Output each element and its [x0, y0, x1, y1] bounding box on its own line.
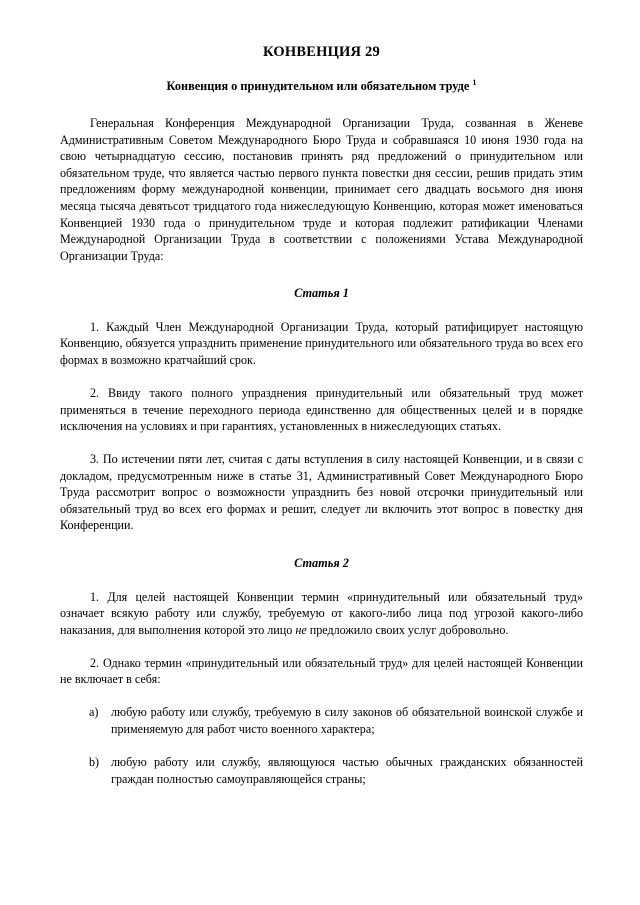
article-1-paragraph-3: 3. По истечении пяти лет, считая с даты вступления в силу настоящей Конвенции, и в связи с докладом, предусмотренным ниже в статье 31, Административный Совет Международного Бюро Труда рассмотрит вопрос о возможности упразднить без новой отсрочки принудительный или обязательный труд во всех его формах и решит, следует ли включить этот вопрос в повестку дня Конференции.	[60, 452, 583, 533]
footnote-reference-marker: 1	[472, 78, 477, 88]
article-1-paragraph-2: 2. Ввиду такого полного упразднения принудительный или обязательный труд может применяться в течение переходного периода единственно для общественных целей и в порядке исключения на условиях и при гарантиях, установленных в нижеследующих статьях.	[60, 386, 583, 434]
article-2-paragraph-2: 2. Однако термин «принудительный или обязательный труд» для целей настоящей Конвенции не включает в себя:	[60, 655, 583, 687]
article-1-paragraph-1: 1. Каждый Член Международной Организации Труда, который ратифицирует настоящую Конвенцию, обязуется упразднить применение принудительного или обязательного труда во всех его формах в возможно кратчайший срок.	[60, 319, 583, 367]
list-item-text-a: любую работу или службу, требуемую в силу законов об обязательной воинской службе и применяемую для работ чисто военного характера;	[111, 705, 583, 736]
list-item	[60, 704, 583, 737]
article-2-paragraph-1-part-b: предложило своих услуг добровольно.	[306, 622, 509, 637]
list-item-marker-b: b)	[89, 755, 100, 769]
document-subtitle	[60, 78, 583, 94]
document-subtitle-text: Конвенция о принудительном или обязательном труде	[166, 79, 470, 94]
article-2-exclusions-list	[60, 704, 583, 787]
article-2-paragraph-1	[60, 589, 583, 639]
list-item-text-b: любую работу или службу, являющуюся частью обычных гражданских обязанностей граждан полностью самоуправляющейся страны;	[111, 755, 583, 786]
preamble-paragraph: Генеральная Конференция Международной Организации Труда, созванная в Женеве Административным Советом Международного Бюро Труда и собравшаяся 10 июня 1930 года на свою четырнадцатую сессию, постановив принять ряд предложений о принудительном или обязательном труде, что является частью первого пункта повестки дня сессии, решив придать этим предложениям форму международной конвенции, принимает сего двадцать восьмого дня июня месяца тысяча девятьсот тридцатого года нижеследующую Конвенцию, которая может именоваться Конвенцией 1930 года о принудительном труде и которая подлежит ратификации Членами Международной Организации Труда в соответствии с положениями Устава Международной Организации Труда:	[60, 116, 583, 263]
article-2-paragraph-1-part-a: 1. Для целей настоящей Конвенции термин «принудительный или обязательный труд» означает всякую работу или службу, требуемую от какого-либо лица под угрозой какого-либо наказания, для выполнения которой это лицо	[60, 589, 583, 637]
article-2-paragraph-1-emphasis: не	[295, 622, 307, 637]
page-title: КОНВЕНЦИЯ 29	[263, 44, 380, 60]
article-heading-1: Статья 1	[294, 286, 349, 301]
article-heading-2: Статья 2	[294, 555, 349, 570]
list-item	[60, 754, 583, 787]
list-item-marker-a: a)	[89, 705, 99, 720]
